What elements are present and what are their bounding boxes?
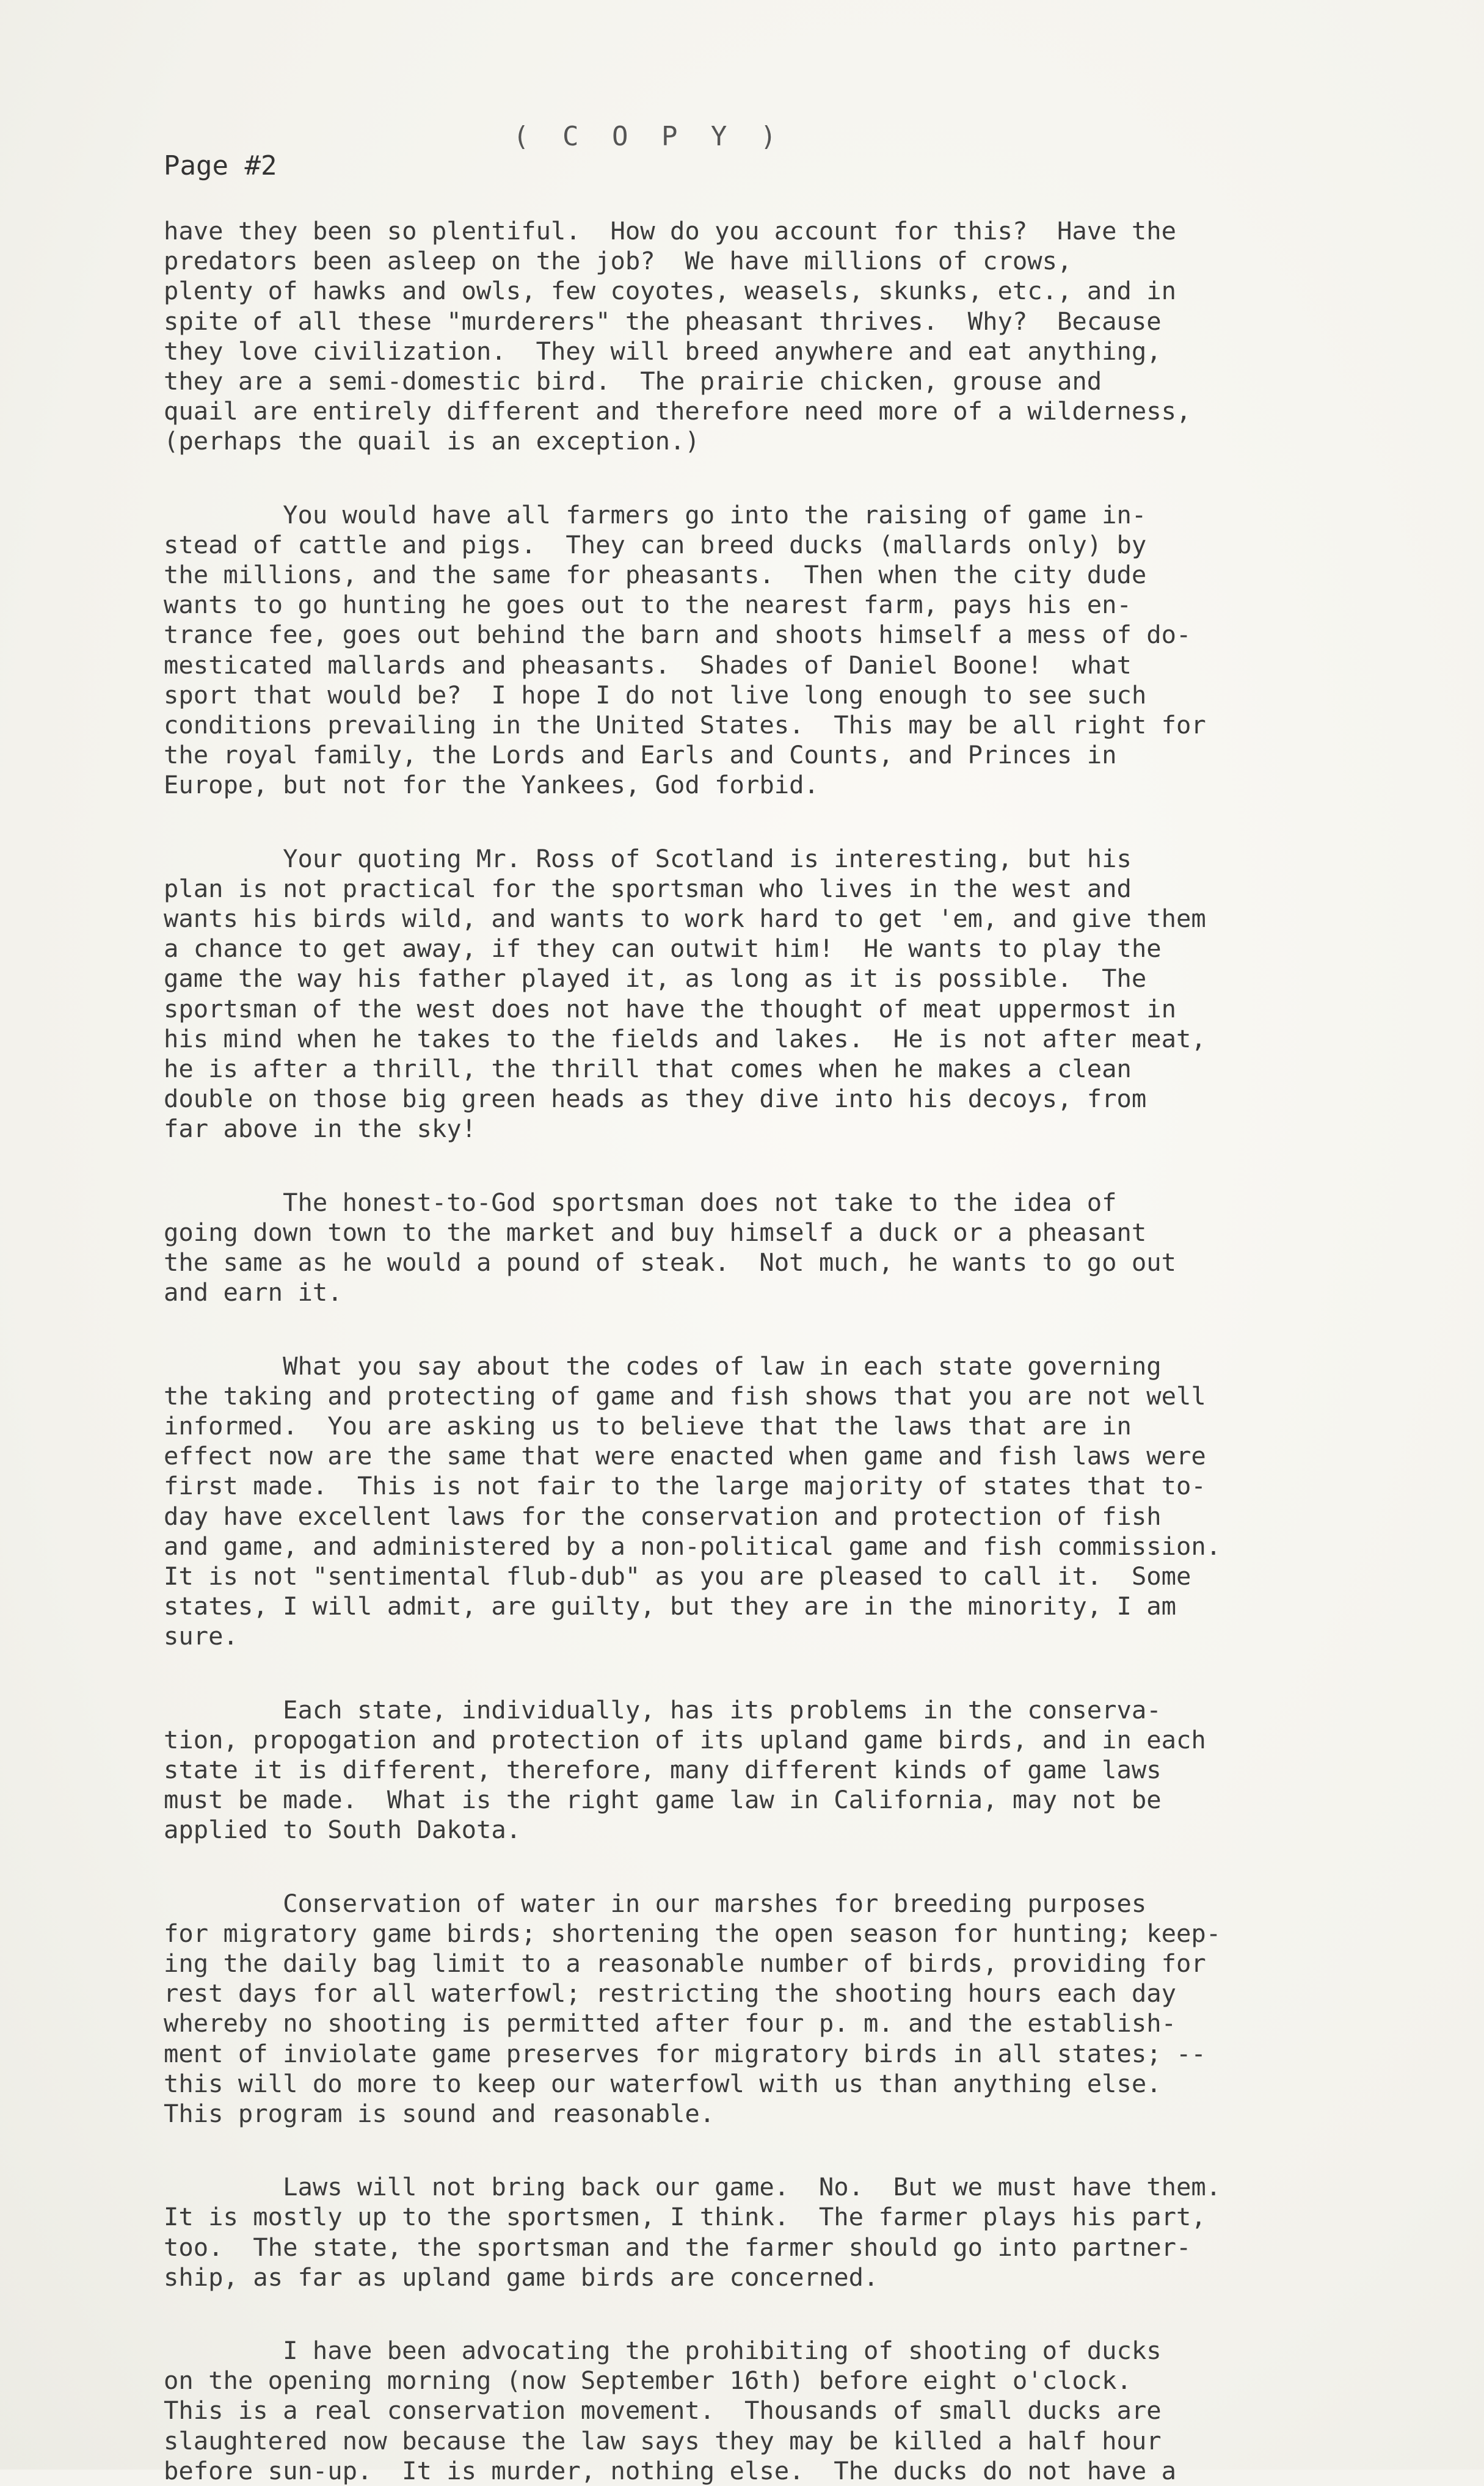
paragraph: have they been so plentiful. How do you account for this? Have the predators been asleep on the job? We have millions of crows, plenty of hawks and owls, few coyotes, weasels, skunks, etc., and in spite of all these "murderers" the pheasant thrives. Why? Because they love civilization. They will breed anywhere and eat anything, they are a semi-domestic bird. The prairie chicken, grouse and quail are entirely different and therefore need more of a wilderness, (perhaps the quail is an exception.)	[164, 216, 1191, 456]
paragraph: Each state, individually, has its problems in the conserva- tion, propogation and protection of its upland game birds, and in each state it is different, therefore, many different kinds of game laws must be made. What is the right game law in California, may not be applied to South Dakota.	[164, 1695, 1206, 1845]
paragraph: I have been advocating the prohibiting of shooting of ducks on the opening morning (now September 16th) before eight o'clock. This is a real conservation movement. Thousands of small ducks are slaughtered now because the law says they may be killed a half hour before sun-up. It is murder, nothing else. The ducks do not have a	[164, 2335, 1177, 2485]
copy-mark: ( C O P Y )	[513, 121, 785, 152]
paragraph: Your quoting Mr. Ross of Scotland is interesting, but his plan is not practical for the sportsman who lives in the west and wants his birds wild, and wants to work hard to get 'em, and give them a chance to get away, if they can outwit him! He wants to play the game the way his father played it, as long as it is possible. The sportsman of the west does not have the thought of meat uppermost in his mind when he takes to the fields and lakes. He is not after meat, he is after a thrill, the thrill that comes when he makes a clean double on those big green heads as they dive into his decoys, from far above in the sky!	[164, 843, 1206, 1144]
body-text	[164, 216, 1477, 2486]
paragraph: You would have all farmers go into the raising of game in- stead of cattle and pigs. They can breed ducks (mallards only) by the millions, and the same for pheasants. Then when the city dude wants to go hunting he goes out to the nearest farm, pays his en- trance fee, goes out behind the barn and shoots himself a mess of do- mesticated mallards and pheasants. Shades of Daniel Boone! what sport that would be? I hope I do not live long enough to see such conditions prevailing in the United States. This may be all right for the royal family, the Lords and Earls and Counts, and Princes in Europe, but not for the Yankees, God forbid.	[164, 500, 1206, 800]
paragraph: What you say about the codes of law in each state governing the taking and protecting of game and fish shows that you are not well informed. You are asking us to believe that the laws that are in effect now are the same that were enacted when game and fish laws were first made. This is not fair to the large majority of states that to- day have excellent laws for the conservation and protection of fish and game, and administered by a non-political game and fish commission. It is not "sentimental flub-dub" as you are pleased to call it. Some states, I will admit, are guilty, but they are in the minority, I am sure.	[164, 1351, 1221, 1651]
paragraph: Laws will not bring back our game. No. But we must have them. It is mostly up to the sportsmen, I think. The farmer plays his part, too. The state, the sportsman and the farmer should go into partner- ship, as far as upland game birds are concerned.	[164, 2172, 1221, 2292]
paragraph: The honest-to-God sportsman does not take to the idea of going down town to the market and buy himself a duck or a pheasant the same as he would a pound of steak. Not much, he wants to go out and earn it.	[164, 1187, 1177, 1307]
paragraph: Conservation of water in our marshes for breeding purposes for migratory game birds; shortening the open season for hunting; keep- ing the daily bag limit to a reasonable number of birds, providing for rest days for all waterfowl; restricting the shooting hours each day whereby no shooting is permitted after four p. m. and the establish- ment of inviolate game preserves for migratory birds in all states; -- this will do more to keep our waterfowl with us than anything else. This program is sound and reasonable.	[164, 1888, 1221, 2128]
page-number: Page #2	[164, 150, 277, 181]
